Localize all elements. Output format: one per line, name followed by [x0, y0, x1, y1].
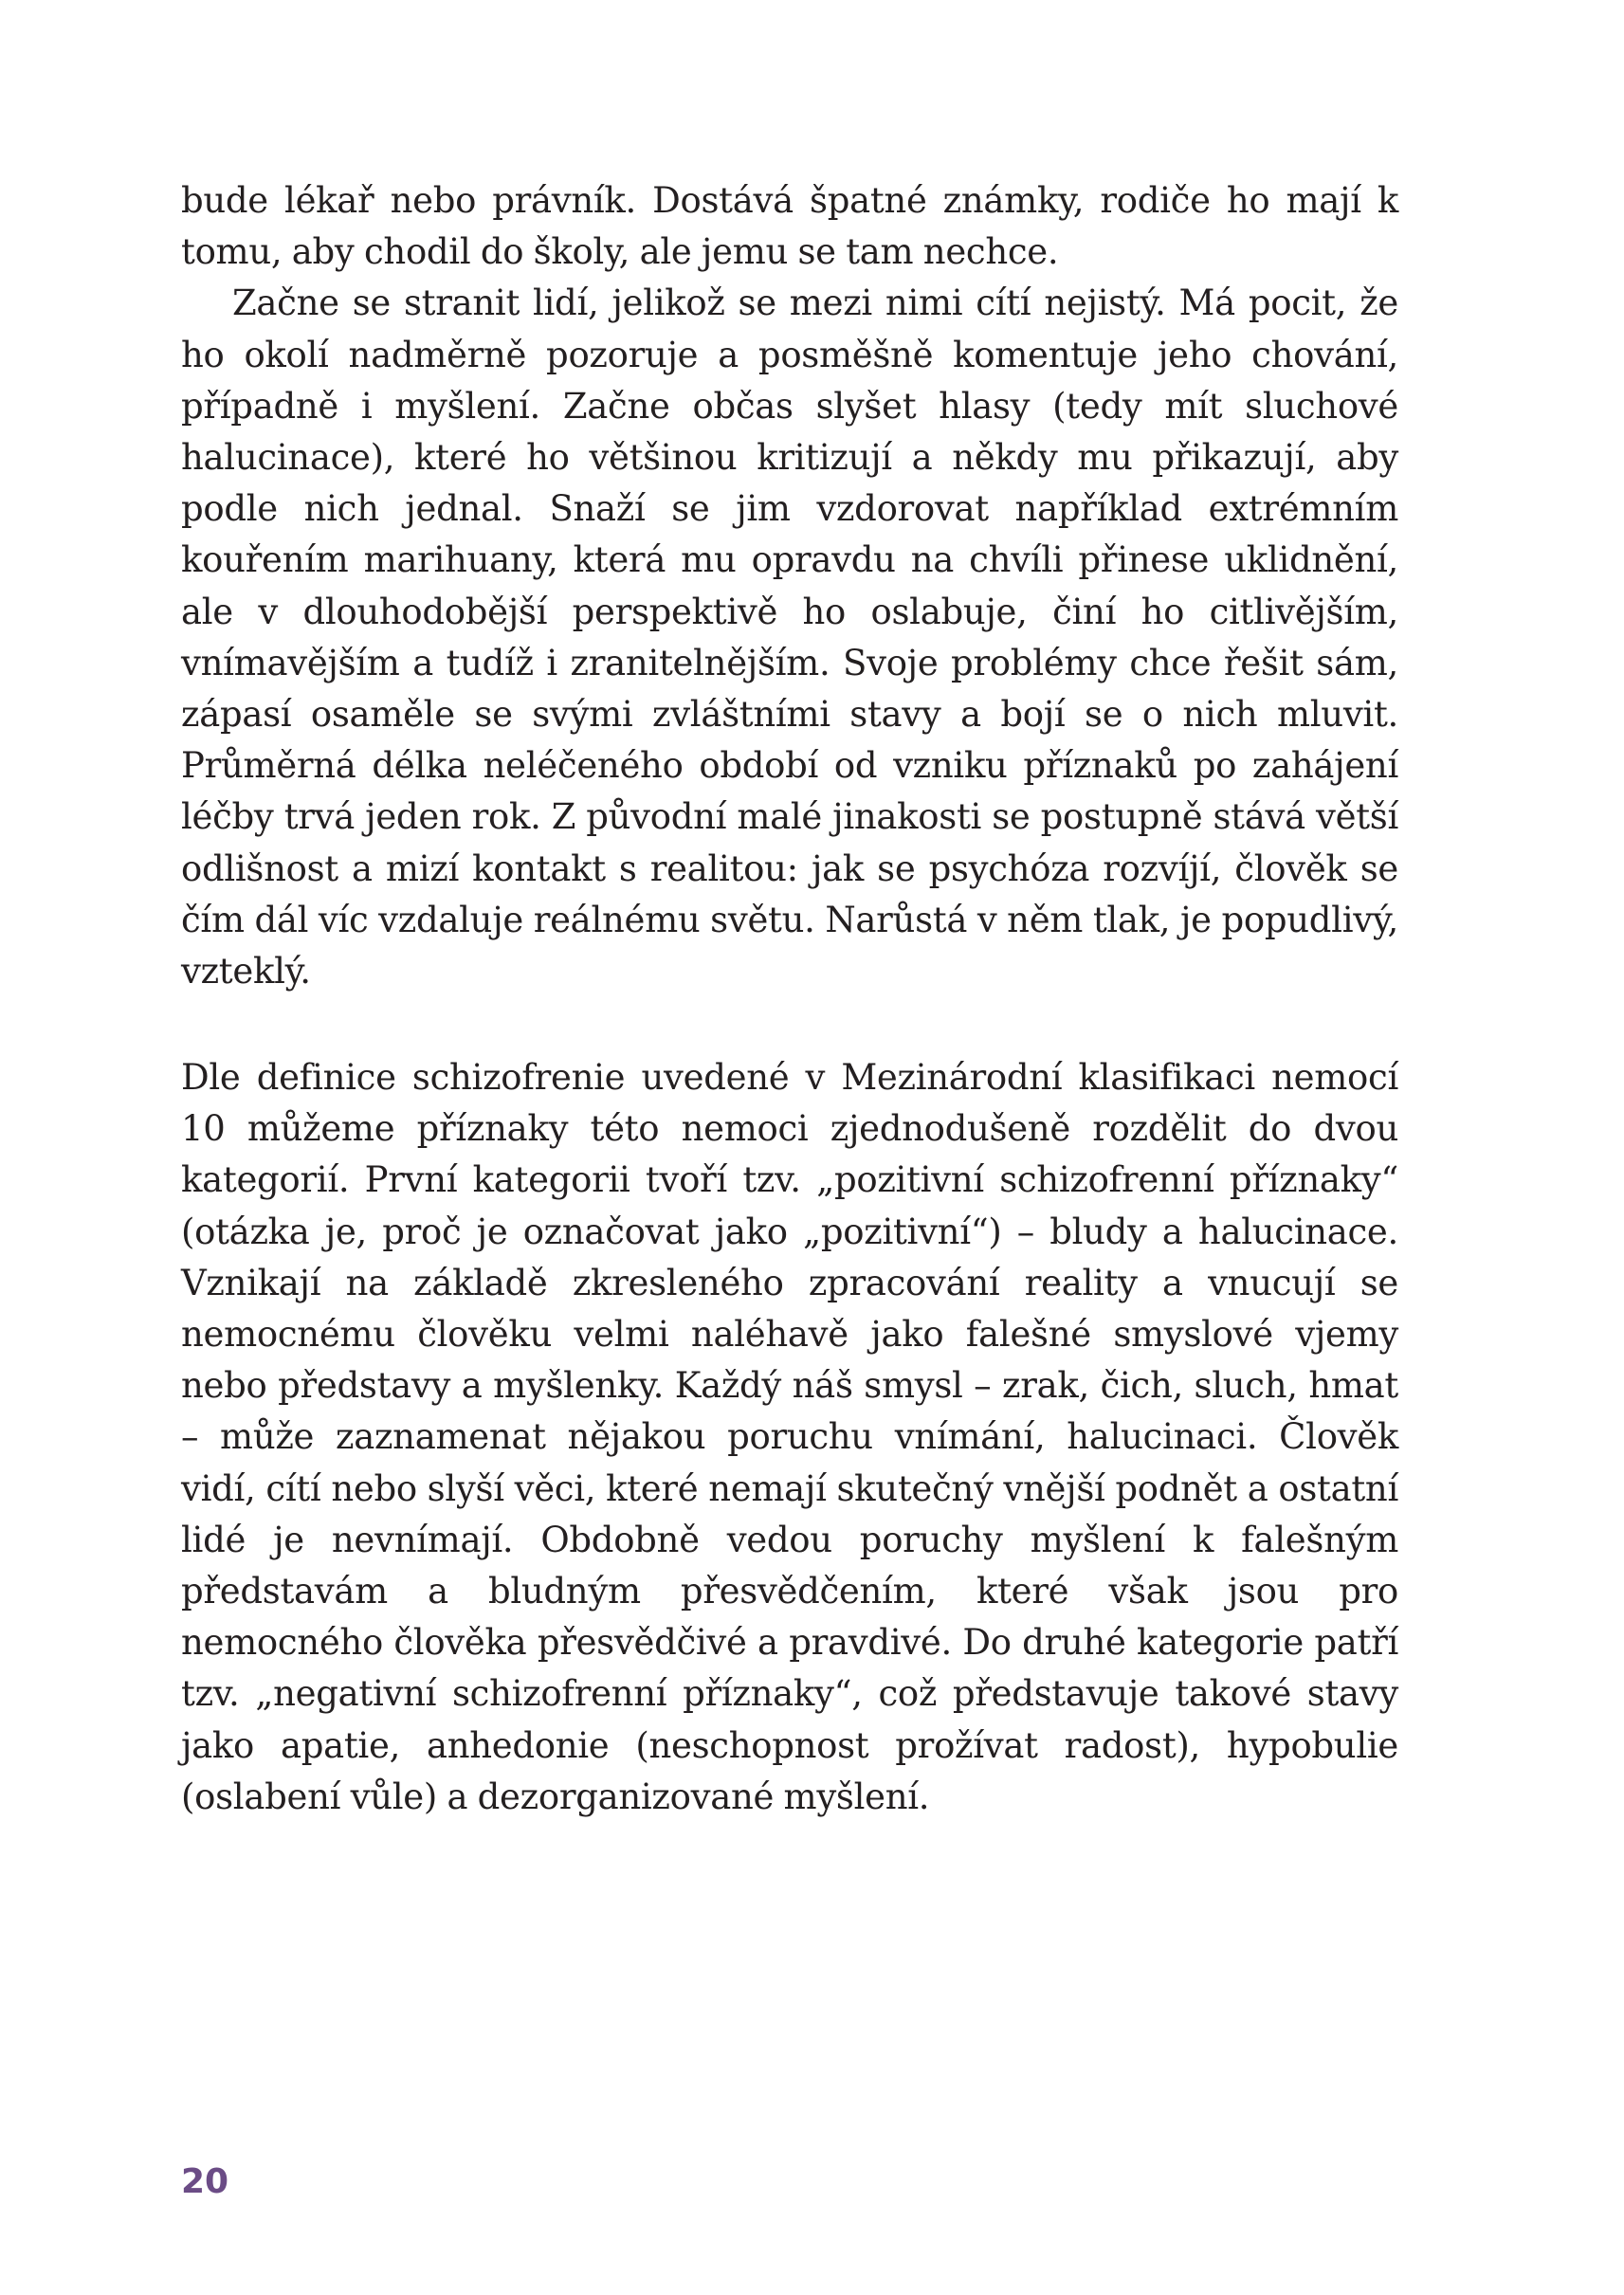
text-section-1 [181, 175, 1398, 997]
paragraph-symptom-onset: Začne se stranit lidí, jelikož se mezi nimi cítí nejistý. Má pocit, že ho okolí nadměrně pozoruje a posměšně komentuje jeho chování, případně i myšlení. Začne občas slyšet hlasy (tedy mít sluchové halucinace), které ho většinou kritizují a někdy mu přikazují, aby podle nich jednal. Snaží se jim vzdorovat například extrémním kouřením marihuany, která mu opravdu na chvíli přinese uklidnění, ale v dlouhodobější perspektivě ho oslabuje, činí ho citlivějším, vnímavějším a tudíž i zranitelnějším. Svoje problémy chce řešit sám, zápasí osaměle se svými zvláštními stavy a bojí se o nich mluvit. Průměrná délka neléčeného období od vzniku příznaků po zahájení léčby trvá jeden rok. Z původní malé jinakosti se postupně stává větší odlišnost a mizí kontakt s realitou: jak se psychóza rozvíjí, člověk se čím dál víc vzdaluje reálnému světu. Narůstá v něm tlak, je popudlivý, vzteklý. [181, 282, 1398, 993]
paragraph-continuation: bude lékař nebo právník. Dostává špatné známky, rodiče ho mají k tomu, aby chodil do školy, ale jemu se tam nechce. [181, 180, 1398, 273]
page-number: 20 [181, 2162, 229, 2201]
paragraph-schizophrenia-definition: Dle definice schizofrenie uvedené v Mezinárodní klasifikaci nemocí 10 můžeme příznaky této nemoci zjednodušeně rozdělit do dvou kategorií. První kategorii tvoří tzv. „pozitivní schizofrenní příznaky“ (otázka je, proč je označovat jako „pozitivní“) – bludy a halucinace. Vznikají na základě zkresleného zpracování reality a vnucují se nemocnému člověku velmi naléhavě jako falešné smyslové vjemy nebo představy a myšlenky. Každý náš smysl – zrak, čich, sluch, hmat – může zaznamenat nějakou poruchu vnímání, halucinaci. Člověk vidí, cítí nebo slyší věci, které nemají skutečný vnější podnět a ostatní lidé je nevnímají. Obdobně vedou poruchy myšlení k falešným představám a bludným přesvědčením, které však jsou pro nemocného člověka přesvědčivé a pravdivé. Do druhé kategorie patří tzv. „negativní schizofrenní příznaky“, což představuje takové stavy jako apatie, anhedonie (neschopnost prožívat radost), hypobulie (oslabení vůle) a dezorganizované myšlení. [181, 1057, 1398, 1817]
text-section-2 [181, 1052, 1398, 1823]
